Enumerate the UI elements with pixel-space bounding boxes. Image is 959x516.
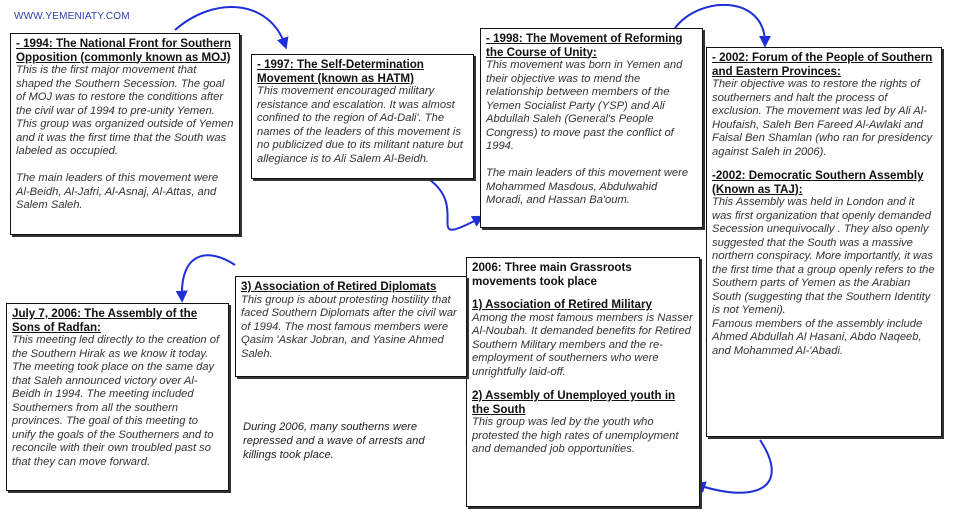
radfan-body: This meeting led directly to the creation of the Southern Hirak as we know it today. The meeting took place on the same day that Saleh announced victory over Al-Beidh in 1994. The meeting included Southerners from all the southern provinces. The goal of this meeting to unify the goals of the Southerners and to reconcile with their own troubled past so that they can move forward. [12, 334, 220, 468]
reform-box [480, 28, 703, 228]
hatm-box [251, 54, 474, 179]
diplomats-title: 3) Association of Retired Diplomats [241, 280, 437, 293]
grassroots-box [466, 257, 700, 507]
arrow-hatm-to-reform [430, 180, 480, 230]
moj-title: - 1994: The National Front for Southern Opposition (commonly known as MOJ) [16, 37, 232, 64]
hatm-body: This movement encouraged military resistance and escalation. It was almost confined to the region of Ad-Dali'. The names of the leaders of this movement is no publicized due to its militant nature but allegiance is to Ali Salem Al-Beidh. [257, 85, 463, 165]
moj-box [10, 33, 240, 235]
taj-title: -2002: Democratic Southern Assembly (Known as TAJ): [712, 169, 924, 196]
grassroots-title: 2006: Three main Grassroots movements took place [472, 261, 632, 288]
reform-title: - 1998: The Movement of Reforming the Course of Unity: [486, 32, 683, 59]
retired-military-title: 1) Association of Retired Military [472, 298, 652, 311]
hatm-title: - 1997: The Self-Determination Movement (known as HATM) [257, 58, 424, 85]
repression-note: During 2006, many southerns were repressed and a wave of arrests and killings took place. [243, 421, 425, 461]
taj-body: This Assembly was held in London and it was first organization that openly demanded Secession unequivocally . They also openly suggested that the South was a massive northern conspiracy. More importantly, it was the first time that a group openly refers to the Southern parts of Yemen as the Arabian South (suggesting that the Southern Identity is not Yemeni). Famous members of the assembly include Ahmed Abdullah Al Hasani, Abdo Naqeeb, and Mohammed Al-'Abadi. [712, 196, 935, 357]
forum-title: - 2002: Forum of the People of Southern and Eastern Provinces: [712, 51, 933, 78]
unemployed-youth-title: 2) Assembly of Unemployed youth in the South [472, 389, 676, 416]
radfan-box [6, 303, 229, 491]
reform-body: This movement was born in Yemen and their objective was to mend the relationship between members of the Yemen Socialist Party (YSP) and Ali Abdullah Saleh (General's People Congress) to move past the conflict of 1994. The main leaders of this movement were Mohammed Masdous, Abdulwahid Moradi, and Hassan Ba'oum. [486, 59, 689, 206]
forum-body: Their objective was to restore the rights of southerners and halt the process of exclusion. The movement was led by Ali Al-Houfaish, Saleh Ben Fareed Al-Awlaki and Faisal Ben Shamlan (who ran for presidency against Saleh in 2006). [712, 78, 933, 158]
arrow-forum-to-grassroots [698, 440, 772, 493]
website-watermark: WWW.YEMENIATY.COM [14, 11, 130, 22]
diplomats-body: This group is about protesting hostility that faced Southern Diplomats after the civil war of 1994. The most famous members were Qasim 'Askar Jobran, and Yasine Ahmed Saleh. [241, 293, 457, 360]
retired-military-body: Among the most famous members is Nasser Al-Noubah. It demanded benefits for Retired Southern Military members and the re-employment of southerners who were unrightfully laid-off. [472, 311, 693, 378]
diplomats-box [235, 276, 467, 377]
arrow-diplomats-to-radfan [182, 255, 235, 298]
radfan-title: July 7, 2006: The Assembly of the Sons of Radfan: [12, 307, 198, 334]
forum-box [706, 47, 942, 437]
unemployed-youth-body: This group was led by the youth who protested the high rates of unemployment and demanded job opportunities. [472, 416, 679, 455]
moj-body: This is the first major movement that shaped the Southern Secession. The goal of MOJ was to restore the conditions after the civil war of 1994 to pre-unity Yemen. This group was organized outside of Yemen and it was the first time that the South was labeled as occupied. The main leaders of this movement were Al-Beidh, Al-Jafri, Al-Asnaj, Al-Attas, and Salem Saleh. [16, 64, 234, 211]
